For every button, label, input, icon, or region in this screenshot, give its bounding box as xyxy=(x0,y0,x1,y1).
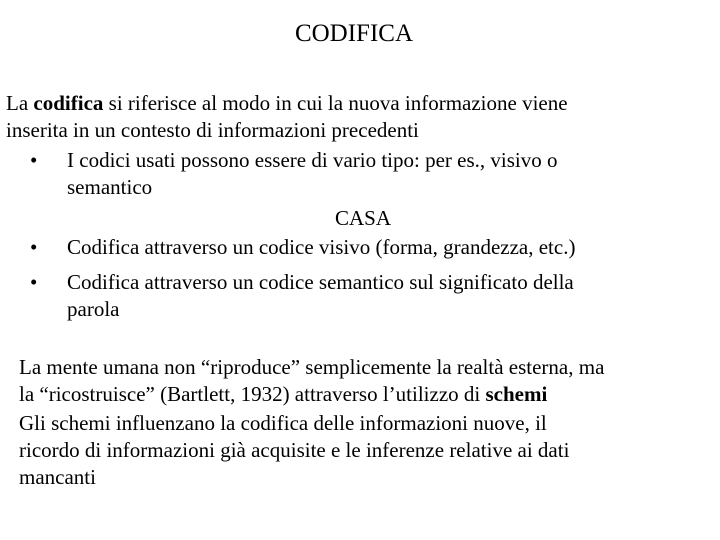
page-title: CODIFICA xyxy=(294,20,414,47)
bullet-3-line-1: Codifica attraverso un codice semantico sul significato della xyxy=(67,270,574,294)
bullet-1-line-1: I codici usati possono essere di vario tipo: per es., visivo o xyxy=(67,148,558,172)
bullet-1-line-2: semantico xyxy=(67,175,153,199)
bullet-3-line-2: parola xyxy=(67,297,120,321)
paragraph-2-line-2 xyxy=(19,381,709,408)
intro-line-1 xyxy=(6,90,706,117)
paragraph-2-line-1: La mente umana non “riproduce” semplicemente la realtà esterna, ma xyxy=(19,355,605,379)
paragraph-3-line-2: ricordo di informazioni già acquisite e le inferenze relative ai dati xyxy=(19,438,570,462)
paragraph-2 xyxy=(19,354,709,408)
intro-prefix: La xyxy=(6,91,34,115)
intro-line1-rest: si riferisce al modo in cui la nuova informazione viene xyxy=(103,91,568,115)
bullet-item-2 xyxy=(67,234,687,261)
intro-paragraph xyxy=(6,90,706,144)
paragraph-3-line-3: mancanti xyxy=(19,465,96,489)
bullet-item-1 xyxy=(67,147,687,201)
paragraph-3 xyxy=(19,410,709,491)
center-word: CASA xyxy=(335,206,392,230)
bullet-marker-1: • xyxy=(30,148,38,172)
paragraph-3-line-1: Gli schemi influenzano la codifica delle informazioni nuove, il xyxy=(19,411,547,435)
bullet-marker-3: • xyxy=(30,270,38,294)
bullet-item-3 xyxy=(67,269,687,323)
paragraph-2-bold-term: schemi xyxy=(485,382,548,406)
bullet-marker-2: • xyxy=(30,235,38,259)
intro-line-2: inserita in un contesto di informazioni precedenti xyxy=(6,118,419,142)
intro-bold-term: codifica xyxy=(33,91,104,115)
bullet-2-line-1: Codifica attraverso un codice visivo (forma, grandezza, etc.) xyxy=(67,235,576,259)
paragraph-2-line2-prefix: la “ricostruisce” (Bartlett, 1932) attraverso l’utilizzo di xyxy=(19,382,486,406)
